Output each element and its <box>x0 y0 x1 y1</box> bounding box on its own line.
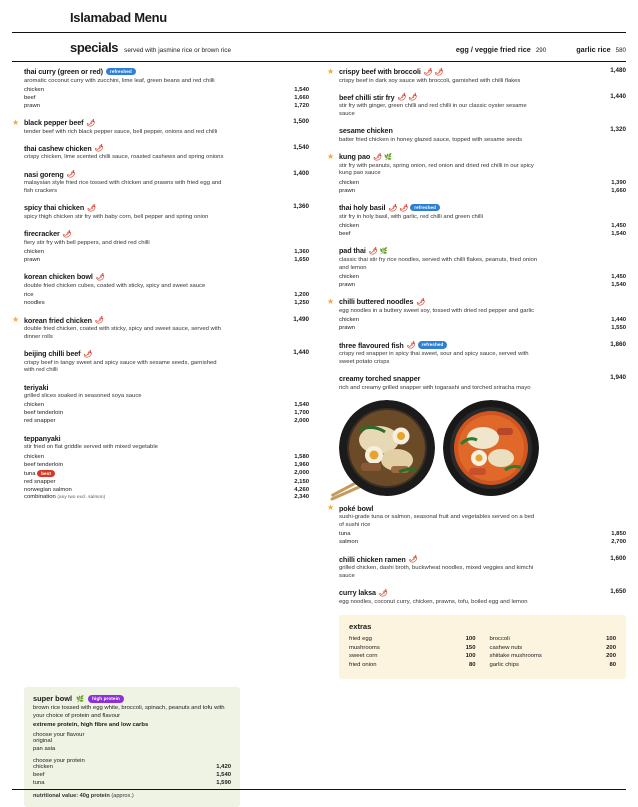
chili-icon: 🌶 <box>423 68 432 76</box>
menu-item-name: beef chilli stir fry <box>339 92 395 102</box>
super-bowl-title-row <box>33 694 231 703</box>
extras-list-left <box>349 635 476 670</box>
extras-name: sweet corn <box>349 653 378 660</box>
leaf-icon: 🌿 <box>379 247 388 255</box>
price-row <box>339 223 626 231</box>
extras-title: extras <box>349 621 372 631</box>
price-label: beef <box>339 230 351 237</box>
menu-item-price: 1,440 <box>610 92 626 100</box>
menu-item-price: 1,360 <box>293 203 309 211</box>
menu-item-name: kung pao <box>339 152 371 162</box>
menu-item-description: double fried chicken cubes, coated with sticky, spicy and sweet sauce <box>24 282 206 289</box>
menu-item-description: classic thai stir fry rice noodles, served with chilli flakes, peanuts, fried onion and lemon <box>339 256 538 271</box>
price-row <box>24 402 309 410</box>
price-row <box>24 470 309 479</box>
price-value: 1,660 <box>611 187 626 194</box>
menu-item-name-row <box>24 272 309 281</box>
star-icon: ★ <box>327 296 335 306</box>
menu-item[interactable] <box>12 434 309 503</box>
price-value: 1,440 <box>611 317 626 324</box>
chili-icon: 🌶 <box>368 247 377 255</box>
price-row <box>24 454 309 462</box>
chili-icon: 🌶 <box>86 119 95 127</box>
curry-bowl-illustration <box>443 400 539 496</box>
super-bowl-note-rest: (approx.) <box>111 792 134 799</box>
super-bowl-flavour-label: choose your flavour <box>33 731 85 738</box>
menu-item-price: 1,400 <box>293 169 309 177</box>
extras-row <box>349 644 476 653</box>
price-row[interactable] <box>33 772 231 780</box>
menu-item-name: teriyaki <box>24 382 49 392</box>
menu-item-price: 1,320 <box>610 126 626 134</box>
super-bowl-flavour-pan-asia[interactable]: pan asia <box>33 745 56 752</box>
menu-item-price: 1,500 <box>293 118 309 126</box>
leaf-icon: 🌿 <box>384 153 393 161</box>
price-value: 4,260 <box>294 486 309 493</box>
star-icon: ★ <box>327 66 335 76</box>
star-icon: ★ <box>327 151 335 161</box>
menu-item[interactable] <box>12 316 309 342</box>
menu-item[interactable] <box>12 170 309 196</box>
chili-icon: 🌶 <box>397 94 406 102</box>
price-value: 2,340 <box>294 494 309 501</box>
price-label: beef tenderloin <box>24 410 63 417</box>
menu-item-description: fiery stir fry with bell peppers, and dried red chilli <box>24 239 150 246</box>
super-bowl-note-bold: nutritional value: 40g protein <box>33 792 110 799</box>
menu-item-description: egg noodles, coconut curry, chicken, prawns, tofu, boiled egg and lemon <box>339 598 528 605</box>
chili-icon: 🌶 <box>434 68 443 76</box>
menu-item-description: stir fry with peanuts, spring onion, red onion and dried red chilli in our spicy kung pao sauce <box>339 162 534 177</box>
menu-item-description: crispy beef in tangy sweet and spicy sauce with sesame seeds, garnished with red chilli <box>24 359 217 374</box>
price-row <box>24 494 309 502</box>
menu-item[interactable] <box>327 588 626 606</box>
menu-item-name-row <box>339 341 626 350</box>
chili-icon: 🌶 <box>378 589 387 597</box>
extras-row <box>490 644 617 653</box>
price-sublabel: (any two excl. salmon) <box>57 494 106 500</box>
price-row <box>339 531 626 539</box>
price-label: tuna <box>339 531 351 538</box>
price-row <box>24 487 309 495</box>
extras-price: 200 <box>606 644 616 651</box>
price-value: 1,660 <box>294 94 309 101</box>
menu-item-name: thai cashew chicken <box>24 143 92 153</box>
chili-icon: 🌶 <box>373 153 382 161</box>
menu-item-name-row <box>24 383 309 392</box>
price-value: 1,590 <box>216 779 231 786</box>
price-label: chicken <box>33 763 53 770</box>
price-label: tuna best <box>24 470 267 479</box>
menu-item[interactable] <box>327 203 626 239</box>
tag-best: best <box>37 470 55 478</box>
menu-column-right-lower <box>327 504 626 607</box>
super-bowl-flavour-original[interactable]: original <box>33 737 52 744</box>
menu-columns <box>12 62 626 679</box>
chili-icon: 🌶 <box>83 350 92 358</box>
menu-item[interactable] <box>327 504 626 548</box>
menu-item-name: pad thai <box>339 246 366 256</box>
menu-item-description: aromatic coconut curry with zucchini, lime leaf, green beans and red chilli <box>24 77 215 84</box>
price-value: 2,000 <box>294 469 309 476</box>
menu-item-description: stir fried on flat griddle served with mixed vegetable <box>24 444 158 451</box>
menu-item-name: curry laksa <box>339 588 376 598</box>
menu-item[interactable] <box>12 144 309 162</box>
extras-row <box>490 652 617 661</box>
price-label: tuna <box>33 779 45 786</box>
menu-item[interactable] <box>327 93 626 119</box>
price-label: prawn <box>339 187 356 194</box>
menu-item[interactable] <box>12 229 309 265</box>
menu-item-description: egg noodles in a buttery sweet soy, tossed with dried red pepper and garlic <box>339 307 535 314</box>
price-value: 1,720 <box>294 102 309 109</box>
leaf-icon: 🌿 <box>76 695 85 703</box>
menu-item-description: rich and creamy grilled snapper with togarashi and torched sriracha mayo <box>339 384 531 391</box>
price-value: 1,450 <box>611 273 626 280</box>
menu-item-price: 1,490 <box>293 315 309 323</box>
tag-refreshed: refreshed <box>410 204 440 212</box>
menu-item-price-list <box>339 223 626 239</box>
menu-item-name: firecracker <box>24 229 60 239</box>
chili-icon: 🌶 <box>66 171 75 179</box>
price-value: 2,000 <box>294 418 309 425</box>
price-value: 1,540 <box>611 230 626 237</box>
extras-row <box>490 661 617 670</box>
menu-item-description: stir fry in holy basil, with garlic, red chilli and green chilli <box>339 213 484 220</box>
price-value: 1,360 <box>294 248 309 255</box>
menu-item-name: nasi goreng <box>24 169 64 179</box>
chili-icon: 🌶 <box>406 342 415 350</box>
price-row <box>339 325 626 333</box>
chili-icon: 🌶 <box>399 204 408 212</box>
menu-item-price-list <box>24 454 309 503</box>
price-row <box>24 87 309 95</box>
chili-icon: 🌶 <box>87 204 96 212</box>
menu-item-name: beijing chilli beef <box>24 349 81 359</box>
extras-name: fried onion <box>349 662 377 669</box>
menu-item-name-row <box>24 349 309 358</box>
star-icon: ★ <box>327 503 335 513</box>
menu-item-name-row <box>24 229 309 238</box>
price-label: prawn <box>24 256 41 263</box>
chili-icon: 🌶 <box>388 204 397 212</box>
menu-item[interactable] <box>327 297 626 333</box>
price-row <box>24 249 309 257</box>
page-title: Islamabad Menu <box>70 10 167 25</box>
price-row[interactable] <box>33 780 231 788</box>
price-value: 1,700 <box>294 410 309 417</box>
specials-heading: specials <box>70 40 119 55</box>
price-value: 1,250 <box>294 300 309 307</box>
menu-item-price: 1,480 <box>610 67 626 74</box>
price-value: 1,850 <box>611 531 626 538</box>
price-row <box>24 257 309 265</box>
price-row <box>339 274 626 282</box>
price-label: red snapper <box>24 418 56 425</box>
menu-item-name: sesame chicken <box>339 126 393 136</box>
extras-price: 80 <box>468 662 476 669</box>
menu-item-name: chilli chicken ramen <box>339 554 406 564</box>
price-row <box>339 180 626 188</box>
price-value: 1,200 <box>294 292 309 299</box>
menu-item-name: thai holy basil <box>339 203 386 213</box>
footer-divider <box>12 789 626 790</box>
menu-item-price: 1,440 <box>293 349 309 357</box>
price-label: beef <box>33 771 45 778</box>
price-label: salmon <box>339 539 358 546</box>
menu-item-name: crispy beef with broccoli <box>339 67 421 76</box>
tag-refreshed: refreshed <box>106 68 136 76</box>
menu-item[interactable] <box>327 67 626 85</box>
price-row <box>339 282 626 290</box>
price-row <box>24 479 309 487</box>
menu-item[interactable] <box>12 272 309 308</box>
price-label: chicken <box>339 222 359 229</box>
rice-item-egg-veggie: egg / veggie fried rice <box>455 45 531 54</box>
menu-item-description: sushi-grade tuna or salmon, seasonal fruit and vegetables served on a bed of sushi rice <box>339 514 535 529</box>
price-row <box>24 95 309 103</box>
price-row <box>24 418 309 426</box>
menu-item[interactable] <box>327 152 626 196</box>
price-value: 1,420 <box>216 763 231 770</box>
menu-item-price: 1,860 <box>610 340 626 348</box>
menu-item-name: spicy thai chicken <box>24 203 85 213</box>
menu-item-description: crispy red snapper in spicy thai sweet, sour and spicy sauce, served with sweet potato crisps <box>339 351 529 365</box>
chili-icon: 🌶 <box>95 273 104 281</box>
chili-icon: 🌶 <box>62 230 71 238</box>
star-icon: ★ <box>12 315 20 325</box>
menu-item-name: black pepper beef <box>24 118 84 128</box>
price-label: prawn <box>339 325 356 332</box>
price-value: 1,450 <box>611 222 626 229</box>
specials-subtitle: served with jasmine rice or brown rice <box>124 47 232 54</box>
tag-refreshed: refreshed <box>418 341 448 349</box>
extras-row <box>349 652 476 661</box>
price-row <box>24 103 309 111</box>
menu-item[interactable] <box>12 383 309 427</box>
menu-item[interactable] <box>327 555 626 581</box>
menu-item-description: double fried chicken, coated with sticky, spicy and sweet sauce, served with dinner rolls <box>24 326 221 340</box>
ramen-bowl-illustration <box>339 400 435 496</box>
price-label: beef tenderloin <box>24 461 63 468</box>
price-label: beef <box>24 94 36 101</box>
menu-item-name-row <box>24 118 309 127</box>
menu-item[interactable] <box>12 349 309 375</box>
menu-item-name-row <box>24 434 309 443</box>
menu-item[interactable] <box>327 126 626 144</box>
menu-item-price-list <box>339 274 626 290</box>
extras-list-right <box>490 635 617 670</box>
menu-item-price: 1,540 <box>293 143 309 151</box>
star-icon: ★ <box>12 117 20 127</box>
price-value: 1,580 <box>294 453 309 460</box>
menu-item[interactable] <box>12 203 309 221</box>
menu-item-name-row <box>339 555 626 564</box>
price-row[interactable] <box>33 764 231 772</box>
menu-item-price: 1,940 <box>610 374 626 382</box>
dish-photos <box>339 400 626 496</box>
menu-item-price-list <box>24 87 309 111</box>
price-label: chicken <box>24 86 44 93</box>
price-row <box>339 317 626 325</box>
menu-item-name-row <box>339 246 626 255</box>
price-label: norwegian salmon <box>24 486 72 493</box>
price-label: chicken <box>339 179 359 186</box>
menu-item-price-list <box>24 249 309 265</box>
chili-icon: 🌶 <box>94 145 103 153</box>
price-value: 2,150 <box>294 478 309 485</box>
price-value: 1,650 <box>294 256 309 263</box>
menu-item-name: teppanyaki <box>24 433 61 443</box>
super-bowl-description: brown rice tossed with egg white, broccoli, spinach, peanuts and tofu with your choice of protein and flavour <box>33 705 225 719</box>
menu-item-name: chilli buttered noodles <box>339 297 414 307</box>
rice-item-garlic: garlic rice <box>576 45 611 54</box>
rice-price-garlic: 580 <box>615 47 626 54</box>
price-value: 1,540 <box>294 402 309 409</box>
chili-icon: 🌶 <box>408 556 417 564</box>
menu-item[interactable] <box>12 118 309 136</box>
menu-item-price-list <box>339 531 626 547</box>
price-label: rice <box>24 292 34 299</box>
tag-high-protein: high protein <box>88 695 124 703</box>
menu-item-price-list <box>24 292 309 308</box>
menu-item[interactable] <box>12 67 309 111</box>
super-bowl-protein-label: choose your protein <box>33 757 85 764</box>
menu-item-name-row <box>339 203 626 212</box>
menu-item-description: tender beef with rich black pepper sauce, bell pepper, onions and red chilli <box>24 128 218 135</box>
extras-price: 80 <box>609 662 616 669</box>
menu-item-name-row <box>24 170 309 179</box>
extras-row <box>349 661 476 670</box>
menu-item-description: crispy chicken, lime scented chilli sauce, roasted cashews and spring onions <box>24 154 224 161</box>
price-label: chicken <box>339 317 359 324</box>
menu-item-name: korean chicken bowl <box>24 272 93 282</box>
menu-item-price: 1,600 <box>610 554 626 562</box>
price-label: chicken <box>24 453 44 460</box>
menu-column-right-top <box>327 67 626 392</box>
menu-item-name-row <box>339 297 626 306</box>
menu-item-name: poké bowl <box>339 503 374 513</box>
price-value: 1,540 <box>611 281 626 288</box>
specials-rice-prices <box>456 45 626 54</box>
menu-item-description: stir fry with ginger, green chilli and red chilli in our classic oyster sesame sauce <box>339 103 527 118</box>
menu-item-description: grilled chicken, dashi broth, buckwheat noodles, mixed veggies and kimchi sauce <box>339 565 534 580</box>
super-bowl-title: super bowl <box>33 694 73 704</box>
menu-column-left <box>12 67 319 679</box>
menu-item-name: korean fried chicken <box>24 315 92 325</box>
menu-item-name-row <box>339 126 626 135</box>
price-row <box>24 410 309 418</box>
chili-icon: 🌶 <box>408 94 417 102</box>
rice-price-egg-veggie: 290 <box>535 47 547 54</box>
chili-icon: 🌶 <box>94 317 103 325</box>
super-bowl-note <box>33 793 231 799</box>
price-value: 1,540 <box>216 771 231 778</box>
price-label: red snapper <box>24 478 56 485</box>
menu-item-name: three flavoured fish <box>339 340 404 350</box>
menu-item-name-row <box>24 67 309 76</box>
photo-noodle-bowl <box>339 400 435 496</box>
menu-item-price-list <box>24 402 309 426</box>
menu-item-price-list <box>339 317 626 333</box>
extras-box <box>339 615 626 679</box>
price-row <box>339 188 626 196</box>
extras-row <box>490 635 617 644</box>
price-value: 1,960 <box>294 461 309 468</box>
extras-price: 100 <box>606 635 616 642</box>
menu-item-name-row <box>24 203 309 212</box>
price-row <box>339 231 626 239</box>
extras-name: broccoli <box>489 635 510 642</box>
chili-icon: 🌶 <box>416 298 425 306</box>
menu-item-name: thai curry (green or red) <box>24 67 103 76</box>
extras-price: 100 <box>465 653 476 660</box>
menu-item-description: grilled slices soaked in seasoned soya sauce <box>24 393 142 400</box>
menu-item-description: malaysian style fried rice tossed with chicken and prawns with fried egg and fish crackers <box>24 180 222 195</box>
menu-item-name-row <box>339 152 626 161</box>
price-label: noodles <box>24 300 45 307</box>
price-label: prawn <box>24 102 41 109</box>
price-label: combination (any two excl. salmon) <box>24 494 106 501</box>
menu-item-name-row <box>339 67 626 76</box>
menu-item-name-row <box>339 504 626 513</box>
menu-item-name-row <box>339 588 626 597</box>
menu-item-name-row <box>24 144 309 153</box>
menu-item-name-row <box>339 374 626 383</box>
price-value: 2,700 <box>611 539 626 546</box>
super-bowl-highlight: extreme protein, high fibre and low carbs <box>33 721 149 728</box>
price-label: chicken <box>24 248 44 255</box>
price-value: 1,390 <box>611 179 626 186</box>
extras-price: 100 <box>465 635 476 642</box>
menu-item-name-row <box>24 316 309 325</box>
extras-name: shiitake mushrooms <box>489 653 542 660</box>
specials-header <box>12 33 626 61</box>
extras-price: 150 <box>465 644 476 651</box>
extras-name: cashew nuts <box>489 644 523 651</box>
photo-curry-bowl <box>443 400 539 496</box>
extras-row <box>349 635 476 644</box>
extras-name: fried egg <box>349 635 372 642</box>
price-row <box>24 462 309 470</box>
menu-item-name-row <box>339 93 626 102</box>
menu-item-name: creamy torched snapper <box>339 374 421 384</box>
price-label: chicken <box>339 273 359 280</box>
extras-price: 200 <box>606 653 616 660</box>
price-value: 1,540 <box>294 86 309 93</box>
extras-name: mushrooms <box>349 644 380 651</box>
menu-item[interactable] <box>327 374 626 392</box>
menu-item-price: 1,650 <box>610 588 626 596</box>
super-bowl-protein-list <box>33 764 231 788</box>
price-value: 1,550 <box>611 325 626 332</box>
price-label: chicken <box>24 402 44 409</box>
menu-item[interactable] <box>327 246 626 290</box>
menu-item-price-list <box>339 180 626 196</box>
menu-item-description: spicy thigh chicken stir fry with baby corn, bell pepper and spring onion <box>24 213 209 220</box>
price-row <box>24 300 309 308</box>
price-label: prawn <box>339 281 356 288</box>
price-row <box>339 539 626 547</box>
menu-item-description: batter fried chicken in honey glazed sauce, topped with sesame seeds <box>339 136 523 143</box>
price-row <box>24 292 309 300</box>
menu-item[interactable] <box>327 341 626 367</box>
menu-item-description: crispy beef in dark soy sauce with broccoli, garnished with chilli flakes <box>339 77 521 84</box>
menu-column-right <box>319 67 626 679</box>
extras-name: garlic chips <box>489 662 519 669</box>
